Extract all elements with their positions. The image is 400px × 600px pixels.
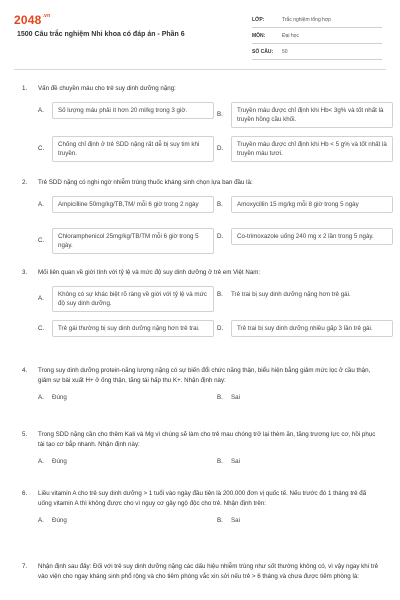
option-letter: D. <box>217 324 224 332</box>
meta-value: 50 <box>282 48 288 55</box>
option-letter: A. <box>38 458 44 466</box>
option-b[interactable] <box>217 102 393 129</box>
question-stem <box>22 84 378 94</box>
question-text: Vấn đề chuyền máu cho trẻ suy dinh dưỡng nặng: <box>38 85 176 92</box>
question-6 <box>22 489 378 528</box>
option-letter: C. <box>38 237 45 245</box>
question-4 <box>22 366 378 405</box>
option-list <box>22 196 378 264</box>
question-number: 4. <box>22 367 28 374</box>
option-text: Ampicilline 50mg/kg/TB,TM/ mỗi 6 giờ trong 2 ngày <box>52 196 214 213</box>
site-logo[interactable] <box>14 13 50 27</box>
question-text: Nhận định sau đây: Đối với trẻ suy dinh dưỡng nặng các dấu hiệu nhiễm trùng như sốt thường không có, vì vậy ngay khi trẻ vào viện cho ngay kháng sinh phổ rộng và cho tiêm phòng vắc xin sởi nếu trẻ > 6 tháng và chưa được tiêm phòng là: <box>38 563 379 580</box>
option-text: Sai <box>231 517 240 525</box>
option-letter: B. <box>217 517 223 525</box>
question-text: Trong suy dinh dưỡng protein-năng lượng nặng có sự biến đổi chức năng thận, biểu hiện bằng giảm mức lọc ở cầu thận, giảm sự bài xuất H+ ở ống thận, tăng tái hấp thu K+. Nhận định này: <box>38 367 371 384</box>
option-b[interactable] <box>217 516 240 525</box>
option-letter: B. <box>217 111 223 119</box>
option-text: Đúng <box>52 394 67 402</box>
question-text: Mối liên quan về giới tính với tỷ lệ và mức độ suy dinh dưỡng ở trẻ em Việt Nam: <box>38 269 261 276</box>
option-text: Đúng <box>52 458 67 466</box>
option-letter: A. <box>38 517 44 525</box>
question-number: 5. <box>22 431 28 438</box>
question-stem <box>22 562 378 581</box>
option-letter: B. <box>217 458 223 466</box>
meta-label: MÔN: <box>252 32 266 39</box>
meta-row-subject <box>252 28 382 44</box>
question-number: 1. <box>22 85 28 92</box>
question-stem <box>22 430 378 449</box>
meta-value: Trắc nghiệm tổng hợp <box>282 16 331 23</box>
option-text: Trẻ trai bị suy dinh dưỡng nặng hơn trẻ gái. <box>231 290 351 298</box>
option-text: Số lượng máu phải ít hơn 20 ml/kg trong 3 giờ. <box>52 102 214 119</box>
option-c[interactable] <box>38 136 214 163</box>
option-d[interactable] <box>217 136 393 163</box>
option-letter: C. <box>38 324 45 332</box>
question-number: 7. <box>22 563 28 570</box>
document-meta <box>252 12 382 60</box>
question-text: Liều vitamin A cho trẻ suy dinh dưỡng > 1 tuổi vào ngày đầu tiên là 200.000 đơn vị quốc tế. Nếu trước đó 1 tháng trẻ đã uống vitamin A thì không được cho vì nguy cơ gây ngộ độc cho trẻ. Nhận định trên: <box>38 490 367 507</box>
option-text: Amoxycillin 15 mg/kg mỗi 8 giờ trong 5 ngày <box>231 196 393 213</box>
question-3 <box>22 268 378 356</box>
document-title: 1500 Câu trắc nghiệm Nhi khoa có đáp án - Phần 6 <box>17 31 185 38</box>
option-list <box>22 393 378 405</box>
meta-value: Đại học <box>282 32 299 39</box>
document-header <box>0 0 400 78</box>
question-stem <box>22 268 378 278</box>
question-number: 2. <box>22 179 28 186</box>
meta-label: LỚP: <box>252 16 265 23</box>
option-b[interactable] <box>217 196 393 213</box>
option-c[interactable] <box>38 320 214 337</box>
option-text: Co-trimoxazole uống 240 mg x 2 lần trong 5 ngày. <box>231 228 393 245</box>
option-letter: B. <box>217 200 223 208</box>
question-1 <box>22 84 387 174</box>
option-b[interactable] <box>217 457 240 466</box>
question-text: Trong SDD nặng cần cho thêm Kali và Mg vì chúng sẽ làm cho trẻ mau chóng trở lại thèm ăn, tăng trương lực cơ, hồi phục tái tạo cơ bắp nhanh. Nhận định này: <box>38 431 376 448</box>
option-a[interactable] <box>38 102 214 119</box>
question-stem <box>22 366 378 385</box>
option-text: Chloramphenicol 25mg/kg/TB/TM mỗi 6 giờ trong 5 ngày. <box>52 228 214 255</box>
option-list <box>22 286 378 356</box>
option-b[interactable] <box>217 393 240 402</box>
question-text: Trẻ SDD nặng có nghi ngờ nhiễm trùng thuốc kháng sinh chọn lựa ban đầu là: <box>38 179 253 186</box>
option-text: Chống chỉ định ở trẻ SDD nặng rất dễ bị suy tim khi truyền. <box>52 136 214 163</box>
option-letter: D. <box>217 145 224 153</box>
option-letter: D. <box>217 232 224 240</box>
option-a[interactable] <box>38 196 214 213</box>
option-letter: C. <box>38 145 45 153</box>
question-stem <box>22 178 378 188</box>
header-divider <box>14 69 386 70</box>
meta-row-count <box>252 44 382 60</box>
option-text: Truyền máu được chỉ định khi Hb< 3g% và tốt nhất là truyền hồng cầu khối. <box>231 102 393 129</box>
option-text: Truyền máu được chỉ định khi Hb < 5 g% và tốt nhất là truyền máu tươi. <box>231 136 393 163</box>
meta-row-class <box>252 12 382 28</box>
option-a[interactable] <box>38 286 214 313</box>
option-letter: A. <box>38 295 44 303</box>
option-letter: A. <box>38 394 44 402</box>
option-c[interactable] <box>38 228 214 255</box>
option-letter: B. <box>217 394 223 402</box>
option-letter: A. <box>38 106 44 114</box>
option-text: Trẻ gái thường bị suy dinh dưỡng nặng hơn trẻ trai. <box>52 320 214 337</box>
question-stem <box>22 489 378 508</box>
option-list <box>22 457 378 469</box>
option-text: Đúng <box>52 517 67 525</box>
option-a[interactable] <box>38 516 67 525</box>
question-7 <box>22 562 378 581</box>
question-2 <box>22 178 378 264</box>
option-b[interactable] <box>217 290 351 299</box>
meta-label: SỐ CÂU: <box>252 48 274 55</box>
option-text: Sai <box>231 458 240 466</box>
option-letter: A. <box>38 200 44 208</box>
option-text: Không có sự khác biệt rõ ràng về giới với tỷ lệ và mức độ suy dinh dưỡng. <box>52 286 214 313</box>
question-5 <box>22 430 378 469</box>
option-a[interactable] <box>38 457 67 466</box>
option-list <box>22 516 378 528</box>
question-number: 6. <box>22 490 28 497</box>
option-d[interactable] <box>217 320 393 337</box>
option-text: Trẻ trai bị suy dinh dưỡng nhiều gấp 3 lần trẻ gái. <box>231 320 393 337</box>
option-letter: B. <box>217 290 223 298</box>
logo-text: 2048 <box>14 13 42 27</box>
logo-suffix: .vn <box>42 13 51 19</box>
option-text: Sai <box>231 394 240 402</box>
option-a[interactable] <box>38 393 67 402</box>
option-list <box>22 102 387 174</box>
option-d[interactable] <box>217 228 393 245</box>
question-number: 3. <box>22 269 28 276</box>
